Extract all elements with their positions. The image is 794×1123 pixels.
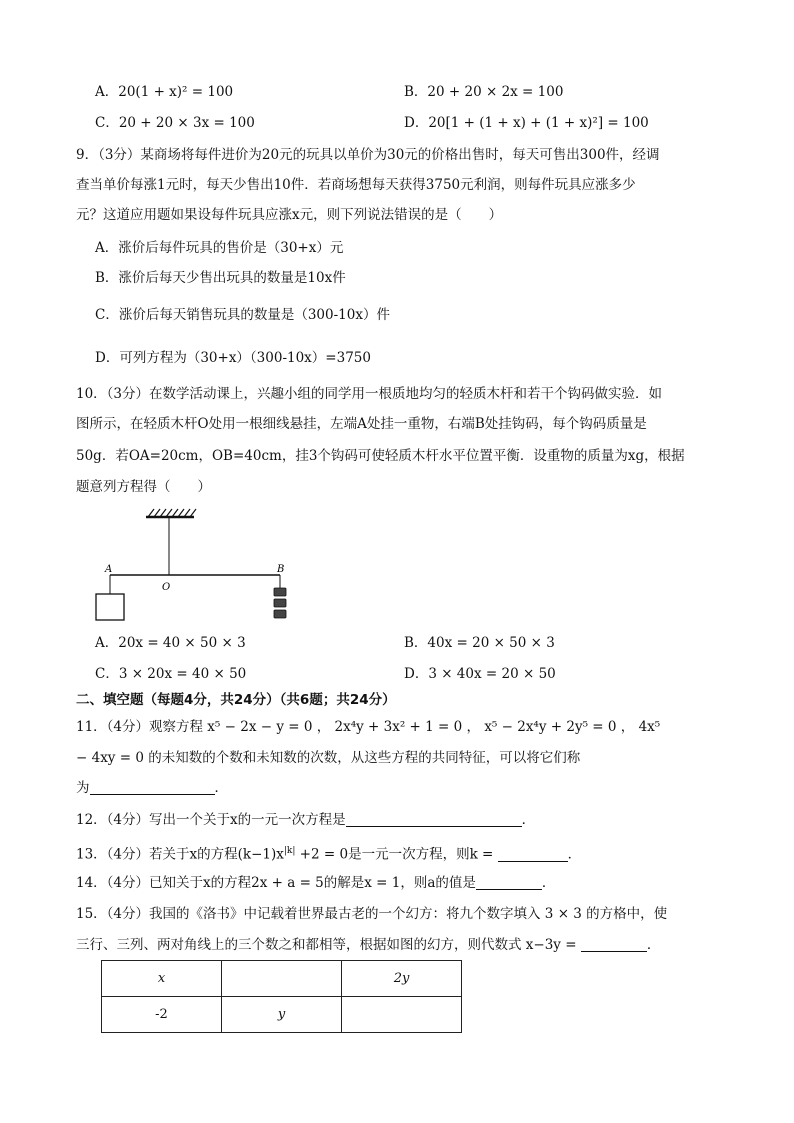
magic-square-table <box>101 960 462 1033</box>
q8-option-b: B．20 + 20 × 2x = 100 <box>404 84 564 100</box>
q8-option-d: D．20[1 + (1 + x) + (1 + x)²] = 100 <box>404 115 649 131</box>
hook-weight <box>274 588 286 596</box>
table-cell: y <box>222 997 342 1033</box>
q9-option-b: B．涨价后每天少售出玩具的数量是10x件 <box>95 270 346 286</box>
q11-text-suffix: ． <box>214 780 228 796</box>
table-cell <box>222 961 342 997</box>
q10-text-line1: 10．（3分）在数学活动课上，兴趣小组的同学用一根质地均匀的轻质木杆和若干个钩码做实验．如 <box>76 386 663 402</box>
label-b: B <box>277 564 285 575</box>
lever-figure <box>90 500 310 630</box>
q10-option-c: C．3 × 20x = 40 × 50 <box>95 666 247 682</box>
q15-line2 <box>76 935 660 955</box>
label-o: O <box>162 582 171 593</box>
q9-option-c: C．涨价后每天销售玩具的数量是（300-10x）件 <box>95 307 390 323</box>
q13-exponent: |k| <box>283 846 296 856</box>
q8-option-a: A．20(1 + x)² = 100 <box>95 84 234 100</box>
q9-option-d: D．可列方程为（30+x）（300-10x）=3750 <box>95 350 371 366</box>
section2-heading: 二、填空题（每题4分，共24分）（共6题；共24分） <box>76 692 396 708</box>
table-cell <box>342 997 462 1033</box>
hook-weight <box>274 610 286 618</box>
q9-option-a: A．涨价后每件玩具的售价是（30+x）元 <box>95 240 344 256</box>
q11-answer-blank[interactable] <box>90 780 215 795</box>
q13-suffix: ． <box>567 846 582 863</box>
q9-text-line2: 查当单价每涨1元时，每天少售出10件．若商场想每天获得3750元利润，则每件玩具应涨多少 <box>76 177 636 193</box>
table-row <box>102 961 462 997</box>
q11-text-line2: − 4xy = 0 的未知数的个数和未知数的次数，从这些方程的共同特征，可以将它们称 <box>76 750 581 766</box>
q13-line <box>76 841 581 865</box>
q14-text: 14．（4分）已知关于x的方程2x + a = 5的解是x = 1，则a的值是 <box>76 875 476 891</box>
q9-text-line3: 元？这道应用题如果设每件玩具应涨x元，则下列说法错误的是（ ） <box>76 207 503 223</box>
q15-answer-blank[interactable] <box>581 937 647 952</box>
ceiling-support <box>146 509 196 517</box>
q9-text-line1: 9．（3分）某商场将每件进价为20元的玩具以单价为30元的价格出售时，每天可售出300件，经调 <box>76 147 660 163</box>
q14-answer-blank[interactable] <box>476 875 542 890</box>
q12-answer-blank[interactable] <box>346 812 522 827</box>
table-cell: x <box>102 961 222 997</box>
q10-option-a: A．20x = 40 × 50 × 3 <box>95 635 246 651</box>
label-a: A <box>105 564 113 575</box>
q15-suffix: ． <box>646 937 661 953</box>
q8-option-c: C．20 + 20 × 3x = 100 <box>95 115 255 131</box>
q13-text-mid: +2 = 0是一元一次方程，则k = <box>295 846 498 863</box>
q14-line <box>76 873 555 893</box>
table-cell: -2 <box>102 997 222 1033</box>
q10-text-line3: 50g．若OA=20cm，OB=40cm，挂3个钩码可使轻质木杆水平位置平衡．设重物的质量为xg，根据 <box>76 448 685 464</box>
q10-text-line2: 图所示，在轻质木杆O处用一根细线悬挂，左端A处挂一重物，右端B处挂钩码，每个钩码质量是 <box>76 416 647 432</box>
hook-weight <box>274 599 286 607</box>
q12-line <box>76 810 535 830</box>
q14-suffix: ． <box>541 875 556 891</box>
heavy-object <box>96 594 124 620</box>
q11-line3 <box>76 778 228 798</box>
table-cell: 2y <box>342 961 462 997</box>
q15-text-line1: 15．（4分）我国的《洛书》中记载着世界最古老的一个幻方：将九个数字填入 3 × 3 的方格中，使 <box>76 906 668 922</box>
q11-text-line1: 11．（4分）观察方程 x⁵ − 2x − y = 0 ， 2x⁴y + 3x² + 1 = 0 ， x⁵ − 2x⁴y + 2y⁵ = 0 ， 4x⁵ <box>76 719 661 735</box>
q13-answer-blank[interactable] <box>498 847 568 862</box>
q10-option-d: D．3 × 40x = 20 × 50 <box>404 666 556 682</box>
q13-text: 13．（4分）若关于x的方程(k−1)x <box>76 846 284 863</box>
q12-text: 12．（4分）写出一个关于x的一元一次方程是 <box>76 812 346 828</box>
q10-option-b: B．40x = 20 × 50 × 3 <box>404 635 555 651</box>
hook-weights <box>274 588 286 618</box>
q12-suffix: ． <box>521 812 536 828</box>
q15-text: 三行、三列、两对角线上的三个数之和都相等，根据如图的幻方，则代数式 x−3y = <box>76 937 581 953</box>
q10-text-line4: 题意列方程得（ ） <box>76 479 211 495</box>
q11-text-prefix: 为 <box>76 780 90 796</box>
table-row <box>102 997 462 1033</box>
